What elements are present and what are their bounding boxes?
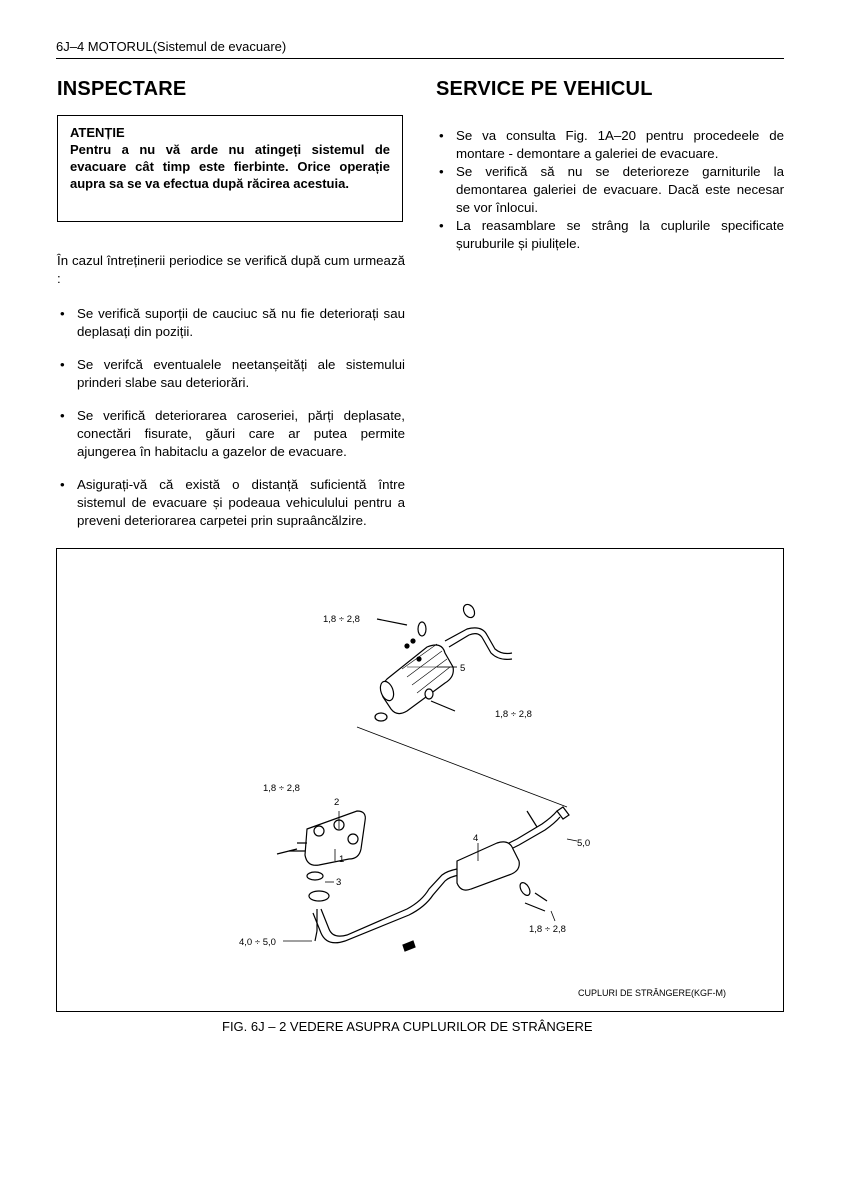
list-item: • Se verifcă eventualele neetanșeități ale sistemului prinderi slabe sau deteriorări. (57, 356, 405, 392)
list-item: • Se verifică suporții de cauciuc să nu fie deteriorați sau deplasați din poziții. (57, 305, 405, 341)
list-item: • Asigurați-vă că există o distanță suficientă între sistemul de evacuare și podeaua vehiculului pentru a preveni deteriorarea carpetei prin supraâncălzire. (57, 476, 405, 530)
service-list (436, 127, 784, 253)
list-item: • Se va consulta Fig. 1A–20 pentru procedeele de montare - demontare a galeriei de evacuare. (436, 127, 784, 163)
list-item: • Se verifică deteriorarea caroseriei, părți deplasate, conectări fisurate, găuri care ar putea permite ajungerea în habitaclu a gazelor de evacuare. (57, 407, 405, 461)
part-number-2: 2 (334, 797, 340, 808)
part-number-5: 5 (460, 663, 466, 674)
exhaust-manifold (277, 811, 365, 931)
figure-caption: FIG. 6J – 2 VEDERE ASUPRA CUPLURILOR DE STRÂNGERE (222, 1019, 593, 1034)
page-header: 6J–4 MOTORUL(Sistemul de evacuare) (56, 39, 784, 59)
part-number-1: 1 (339, 854, 345, 865)
section-title-inspectare: INSPECTARE (57, 78, 187, 100)
warning-heading: ATENȚIE (70, 125, 125, 140)
part-number-3: 3 (336, 877, 342, 888)
intro-paragraph: În cazul întreținerii periodice se verifică după cum urmează : (57, 253, 405, 286)
catalytic-converter-upper (375, 602, 512, 721)
torque-label-manifold: 1,8 ÷ 2,8 (263, 783, 300, 794)
torque-label-top-right: 1,8 ÷ 2,8 (495, 709, 532, 720)
torque-label-top-left: 1,8 ÷ 2,8 (323, 614, 360, 625)
torque-label-front-pipe: 4,0 ÷ 5,0 (239, 937, 276, 948)
part-number-4: 4 (473, 833, 479, 844)
warning-text: Pentru a nu vă arde nu atingeți sistemul de evacuare cât timp este fierbinte. Orice operație aupra sa se va efectua după răcirea acestuia. (70, 142, 390, 191)
warning-box (57, 115, 403, 222)
figure-inset-label: CUPLURI DE STRÂNGERE(KGF-M) (578, 988, 727, 998)
list-item: • Se verifică să nu se deterioreze garniturile la demontarea galeriei de evacuare. Dacă este necesar se vor înlocui. (436, 163, 784, 217)
exhaust-torque-figure (56, 548, 784, 1012)
list-item: • La reasamblare se strâng la cuplurile specificate șuruburile și piulițele. (436, 217, 784, 253)
exhaust-diagram (57, 549, 785, 1013)
torque-label-rear-clamp: 5,0 (577, 838, 591, 849)
section-title-service: SERVICE PE VEHICUL (436, 78, 653, 100)
inspection-list (57, 305, 405, 545)
torque-label-rear-hanger: 1,8 ÷ 2,8 (529, 924, 566, 935)
